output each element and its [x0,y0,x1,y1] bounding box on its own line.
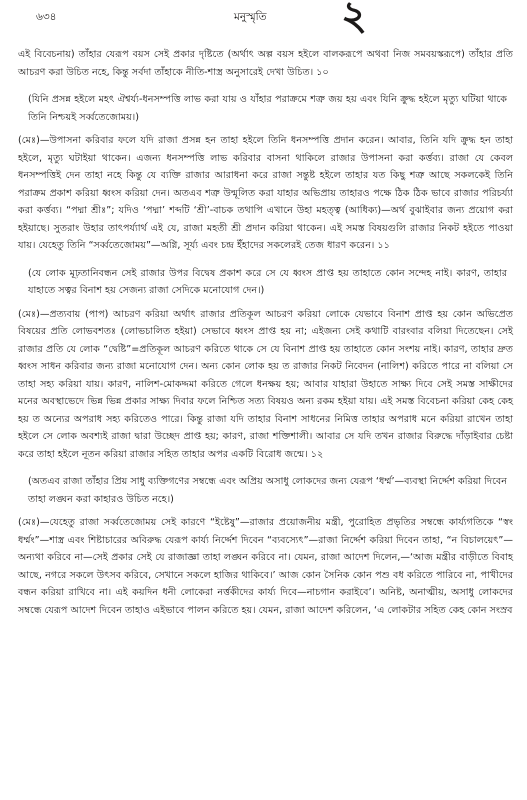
commentary-paragraph: এই বিবেচনায়) তাঁহার যেরূপ বয়স সেই প্রকার দৃষ্টিতে (অর্থাৎ অল্প বয়স হইলে বালকরূপে অথবা নিজ সমবয়স্করূপে) তাঁহার প্রতি আচরণ করা উচিত নহে, কিন্তু সর্বদা তাঁহাকে নীতি-শাস্ত্র অনুসারেই দেখা উচিত। ১০ [18,49,513,78]
running-title: মনুস্মৃতি [234,11,267,23]
verse-paragraph: (যিনি প্রসন্ন হইলে মহৎ ঐশ্বর্য্য-ধনসম্পত্তি লাভ করা যায় ও যাঁহার পরাক্রমে শত্রু জয় হয় এবং যিনি ক্রুদ্ধ হইলে মৃত্যু ঘটিয়া থাকে তিনি নিশ্চয়ই সর্ব্বতেজোময়।) [28,94,507,123]
verse-paragraph: (অতএব রাজা তাঁহার প্রিয় সাধু ব্যক্তিগণের সম্বন্ধে এবং অপ্রিয় অসাধু লোকদের জন্য যেরূপ ‘ধর্ম্ম’—ব্যবস্থা নির্দ্দেশ করিয়া দিবেন তাহা লঙ্ঘন করা কাহারও উচিত নহে।) [28,476,507,505]
page-number: ৬৩৪ [36,11,57,23]
commentary-paragraph: (মেঃ)—প্রত্যবায় (পাপ) আচরণ করিয়া অর্থাৎ রাজার প্রতিকূল আচরণ করিয়া লোকে যেভাবে বিনাশ প্রাপ্ত হয় কোন অভিপ্রেত বিষয়ের প্রতি লোভবশতঃ (লোভচালিত হইয়া) সেভাবে ধ্বংস প্রাপ্ত হয় না; এইজন্য সেই কথাটি বারংবার বলিয়া দিতেছেন। সেই রাজার প্রতি যে লোক “দ্বেষ্টি”=প্রতিকূল আচরণ করিতে থাকে সে যে বিনাশ প্রাপ্ত হয় তাহাতে কোন সংশয় নাই। কারণ, তাহার দ্রুত ধ্বংস সাধন করিবার জন্য রাজা মনোযোগ দেন। অন্য কোন লোক হয় ত রাজার নিকট নিবেদন (নালিশ) করিতে পারে না বলিয়া সে তাহা সহ্য করিয়া যায়। কারণ, নালিশ-মোকদ্দমা করিতে গেলে ধনক্ষয় হয়; আবার যাহারা উহাতে সাক্ষ্য দিবে সেই সমস্ত সাক্ষীদের মনের অবস্থাভেদে ভিন্ন ভিন্ন প্রকার সাক্ষ্য দিবার ফলে নিশ্চিত সত্য বিষয়ও অন্য রকম হইয়া যায়। এই সমস্ত বিবেচনা করিয়া কেহ কেহ হয় ত অন্যের অপরাধ সহ্য করিতেও পারে। কিন্তু রাজা যদি তাহার বিনাশ সাধনের নিমিত্ত তাহার অপরাধ মনে করিয়া রাখেন তাহা হইলে সে লোক অবশ্যই রাজা দ্বারা উচ্ছেদ প্রাপ্ত হয়; কারণ, রাজা শক্তিশালী। আবার সে যদি তখন রাজার বিরুদ্ধে দাঁড়াইবার চেষ্টা করে তাহা হইলে নূতন করিয়া রাজার সহিত তাহার অপর একটি বিরোধ জন্মে। ১২ [18,308,513,460]
commentary-paragraph: (মেঃ)—যেহেতু রাজা সর্ব্বতেজোময় সেই কারণে “ইষ্টেষু”—রাজার প্রয়োজনীয় মন্ত্রী, পুরোহিত প্রভৃতির সম্বন্ধে কার্য্যগতিকে “স্বং ধর্ম্মং”—শাস্ত্র এবং শিষ্টাচারের অবিরুদ্ধ যেরূপ কার্য্য নির্দ্দেশ দিবেন “ব্যবস্যেৎ”—রাজা নির্দ্দেশ করিয়া দিবেন তাহা, “ন বিচালয়েৎ”—অন্যথা করিবে না—সেই প্রকার সেই যে রাজাজ্ঞা তাহা লঙ্ঘন করিবে না। যেমন, রাজা আদেশ দিলেন,—‘আজ মন্ত্রীর বাড়ীতে বিবাহ আছে, নগরে সকলে উৎসব করিবে, সেখানে সকলে হাজির থাকিবে।’ আজ কোন সৈনিক কোন পশু বধ করিতে পারিবে না, পাখীদের বন্ধন করিয়া রাখিবে না। এই কয়দিন ধনী লোকেরা নর্ত্তকীদের কার্য্য দিবে—নাচগান করাইবে’। অনিষ্ট, অনাত্মীয়, অসাধু লোকদের সম্বন্ধে যেরূপ আদেশ দিবেন তাহাও এইভাবে পালন করিতে হয়। যেমন, রাজা আদেশ করিলেন, ‘এ লোকটার সহিত কেহ কোন সংস্রব [18,517,513,616]
page-header [18,0,513,46]
commentary-paragraph: (মেঃ)—উপাসনা করিবার ফলে যদি রাজা প্রসন্ন হন তাহা হইলে তিনি ধনসম্পত্তি প্রদান করেন। আবার, তিনি যদি ক্রুদ্ধ হন তাহা হইলে, মৃত্যু ঘটাইয়া থাকেন। এজন্য ধনসম্পত্তি লাভ করিবার বাসনা থাকিলে রাজার উপাসনা করা কর্ত্তব্য। রাজা যে কেবল ধনসম্পত্তিই দেন তাহা নহে কিন্তু যে ব্যক্তি রাজার আরাধনা করে রাজা সন্তুষ্ট হইলে তাহার যত কিছু শত্রু আছে সকলকেই তিনি পরাক্রম প্রকাশ করিয়া ধ্বংস করিয়া দেন। অতএব শত্রু উন্মূলিত করা যাহার অভিপ্রায় তাহারও পক্ষে ঠিক ঠিক ভাবে রাজার পরিচর্য্যা করা কর্ত্তব্য। “পদ্মা শ্রীঃ”; যদিও ‘পদ্মা’ শব্দটি ‘শ্রী’-বাচক তথাপি এখানে উহা মহত্ত্ব (আধিক্য)—অর্থ বুঝাইবার জন্য প্রয়োগ করা হইয়াছে। সুতরাং উহার তাৎপর্য্যার্থ এই যে, রাজা মহতী শ্রী প্রদান করিয়া থাকেন। এই সমস্ত বিষয়গুলি রাজার নিকট হইতে পাওয়া যায়। যেহেতু তিনি “সর্ব্বতেজোময়”—অগ্নি, সূর্য্য এবং চন্দ্র ইঁহাদের সকলেরই তেজ ধারণ করেন। ১১ [18,135,513,251]
handwritten-page-mark: ২ [341,0,368,39]
verse-paragraph: (যে লোক মূঢ়তানিবন্ধন সেই রাজার উপর বিদ্বেষ প্রকাশ করে সে যে ধ্বংস প্রাপ্ত হয় তাহাতে কোন সন্দেহ নাই। কারণ, তাহার যাহাতে সত্বর বিনাশ হয় সেজন্য রাজা সেদিকে মনোযোগ দেন।) [28,267,507,296]
